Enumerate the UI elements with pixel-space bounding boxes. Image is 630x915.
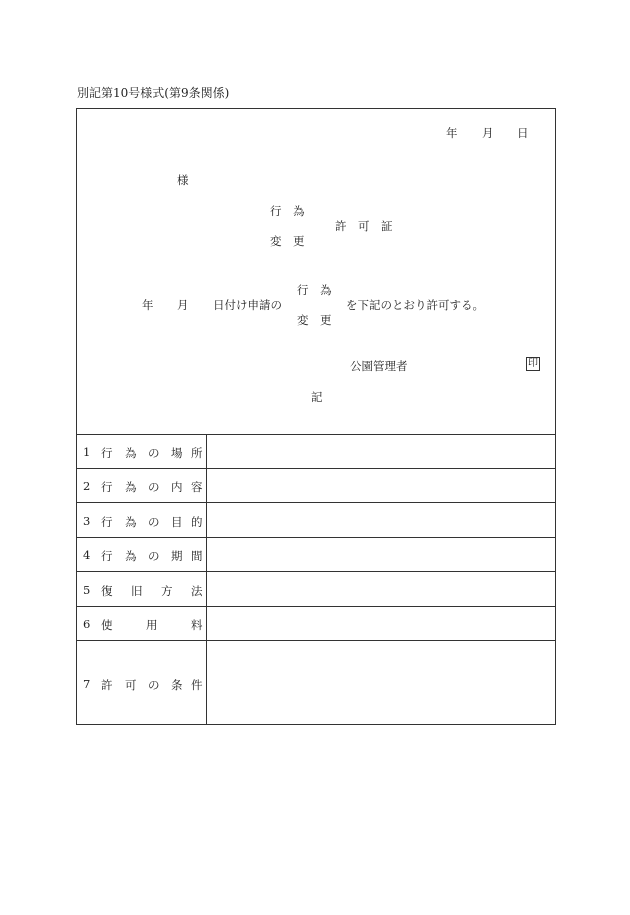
item-number: 2 [83,479,91,493]
issuer-label: 公園管理者 [350,359,408,373]
item-number: 6 [83,617,91,631]
item-number: 7 [83,677,91,691]
body-month-label: 月 [177,298,189,312]
label-char: 旧 [131,584,143,598]
label-char: 為 [125,480,137,494]
field-location[interactable] [207,435,555,468]
item-number: 3 [83,514,91,528]
item-number: 1 [83,445,91,459]
date-month-label: 月 [482,126,494,140]
body-date-applied: 日付け申請の [213,298,282,312]
field-conditions[interactable] [207,641,555,724]
title-option-act: 行 為 [270,204,305,218]
label-char: 為 [125,549,137,563]
label-char: 為 [125,515,137,529]
body-year-label: 年 [142,298,154,312]
label-char: 行 [101,515,113,529]
label-char: 条 [171,678,183,692]
label-char: 間 [191,549,203,563]
seal-mark: 印 [528,358,538,369]
label-char: 期 [171,549,183,563]
label-char: 方 [161,584,173,598]
label-char: 使 [101,618,113,632]
label-char: 復 [101,584,113,598]
label-char: 行 [101,480,113,494]
label-char: 法 [191,584,203,598]
body-option-act: 行 為 [297,283,332,297]
addressee-suffix: 様 [177,173,189,187]
date-day-label: 日 [517,126,529,140]
label-char: の [148,678,160,692]
label-char: 件 [191,678,203,692]
label-char: 行 [101,446,113,460]
record-heading: 記 [311,390,323,404]
body-option-change: 変 更 [297,313,332,327]
label-char: の [148,480,160,494]
label-char: 行 [101,549,113,563]
label-char: 内 [171,480,183,494]
item-number: 4 [83,548,91,562]
document-title: 許 可 証 [335,219,393,233]
label-char: の [148,549,160,563]
field-content[interactable] [207,469,555,502]
label-char: の [148,515,160,529]
label-char: 容 [191,480,203,494]
label-char: 的 [191,515,203,529]
label-char: 所 [191,446,203,460]
label-char: 許 [101,678,113,692]
title-option-change: 変 更 [270,234,305,248]
label-char: 用 [146,618,158,632]
field-fee[interactable] [207,607,555,640]
item-number: 5 [83,583,91,597]
label-char: 料 [191,618,203,632]
field-purpose[interactable] [207,503,555,537]
label-char: 場 [171,446,183,460]
field-restoration[interactable] [207,572,555,606]
field-period[interactable] [207,538,555,571]
label-char: 目 [171,515,183,529]
body-rest-text: を下記のとおり許可する。 [346,298,484,312]
label-char: 可 [125,678,137,692]
label-char: 為 [125,446,137,460]
form-caption: 別記第10号様式(第9条関係) [77,86,230,100]
date-year-label: 年 [446,126,458,140]
label-char: の [148,446,160,460]
